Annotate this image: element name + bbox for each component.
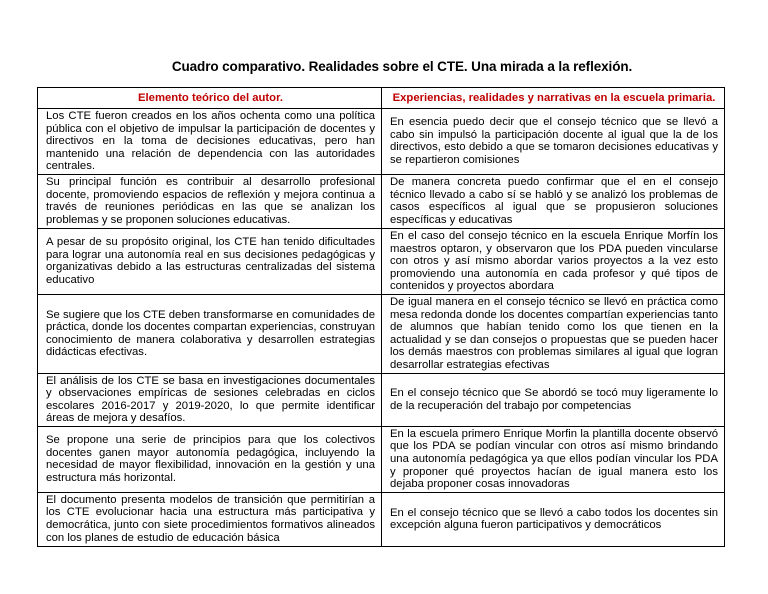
experience-cell: En el consejo técnico que Se abordó se tocó muy ligeramente lo de la recuperación del trabajo por competencias bbox=[382, 373, 725, 426]
theory-cell: A pesar de su propósito original, los CTE han tenido dificultades para lograr una autonomía real en sus decisiones pedagógicas y organizativas debido a las estructuras centralizadas del sistema educativo bbox=[38, 228, 382, 294]
table-header-row bbox=[38, 88, 725, 109]
theory-cell: El análisis de los CTE se basa en investigaciones documentales y observaciones empíricas de sesiones celebradas en ciclos escolares 2016-2017 y 2019-2020, lo que permite identificar áreas de mejora y desafíos. bbox=[38, 373, 382, 426]
table-row bbox=[38, 373, 725, 426]
table-row bbox=[38, 294, 725, 373]
theory-cell: Su principal función es contribuir al desarrollo profesional docente, promoviendo espacios de reflexión y mejora continua a través de reuniones periódicas en las que se analizan los problemas y se proponen soluciones educativas. bbox=[38, 174, 382, 228]
theory-cell: Se propone una serie de principios para que los colectivos docentes ganen mayor autonomía pedagógica, incluyendo la necesidad de mayor flexibilidad, innovación en la gestión y una estructura más horizontal. bbox=[38, 426, 382, 492]
experience-cell: En el consejo técnico que se llevó a cabo todos los docentes sin excepción alguna fueron participativos y democráticos bbox=[382, 492, 725, 546]
table-row bbox=[38, 228, 725, 294]
table-row bbox=[38, 174, 725, 228]
experience-cell: De manera concreta puedo confirmar que el en el consejo técnico llevado a cabo sí se habló y se analizó los problemas de casos específicos al igual que se propusieron soluciones específicas y educativas bbox=[382, 174, 725, 228]
table-row bbox=[38, 109, 725, 175]
experience-cell: En la escuela primero Enrique Morfin la plantilla docente observó que los PDA se podían vincular con otros así mismo brindando una autonomía pedagógica ya que ellos podían vincular los PDA y proponer qué proyectos hacían de igual manera esto los dejaba proponer cosas innovadoras bbox=[382, 426, 725, 492]
table-row bbox=[38, 492, 725, 546]
page-title: Cuadro comparativo. Realidades sobre el CTE. Una mirada a la reflexión. bbox=[171, 59, 633, 74]
theory-cell: Los CTE fueron creados en los años ochenta como una política pública con el objetivo de impulsar la participación de docentes y directivos en la toma de decisiones educativas, pero han mantenido una relación de dependencia con las autoridades centrales. bbox=[38, 109, 382, 175]
experience-cell: En el caso del consejo técnico en la escuela Enrique Morfín los maestros optaron, y observaron que los PDA pueden vincularse con otros y así mismo abordar varios proyectos a la vez esto promoviendo una autonomía en cada profesor y qué tipos de contenidos y proyectos abordara bbox=[382, 228, 725, 294]
theory-cell: El documento presenta modelos de transición que permitirían a los CTE evolucionar hacia una estructura más participativa y democrática, junto con siete procedimientos formativos alineados con los planes de estudio de educación básica bbox=[38, 492, 382, 546]
experience-cell: En esencia puedo decir que el consejo técnico que se llevó a cabo sin impulsó la participación docente al igual que la de los directivos, esto debido a que se tomaron decisiones educativas y se repartieron comisiones bbox=[382, 109, 725, 175]
header-theory: Elemento teórico del autor. bbox=[38, 88, 382, 109]
theory-cell: Se sugiere que los CTE deben transformarse en comunidades de práctica, donde los docentes compartan experiencias, construyan conocimiento de manera colaborativa y desarrollen estrategias didácticas efectivas. bbox=[38, 294, 382, 373]
experience-cell: De igual manera en el consejo técnico se llevó en práctica como mesa redonda donde los docentes compartían experiencias tanto de alumnos que habían tenido como los que tienen en la actualidad y se dan consejos o propuestas que se pueden hacer los demás maestros con problemas similares al igual que logran desarrollar estrategias efectivas bbox=[382, 294, 725, 373]
table-row bbox=[38, 426, 725, 492]
comparison-table bbox=[37, 87, 725, 547]
header-experience: Experiencias, realidades y narrativas en la escuela primaria. bbox=[382, 88, 725, 109]
